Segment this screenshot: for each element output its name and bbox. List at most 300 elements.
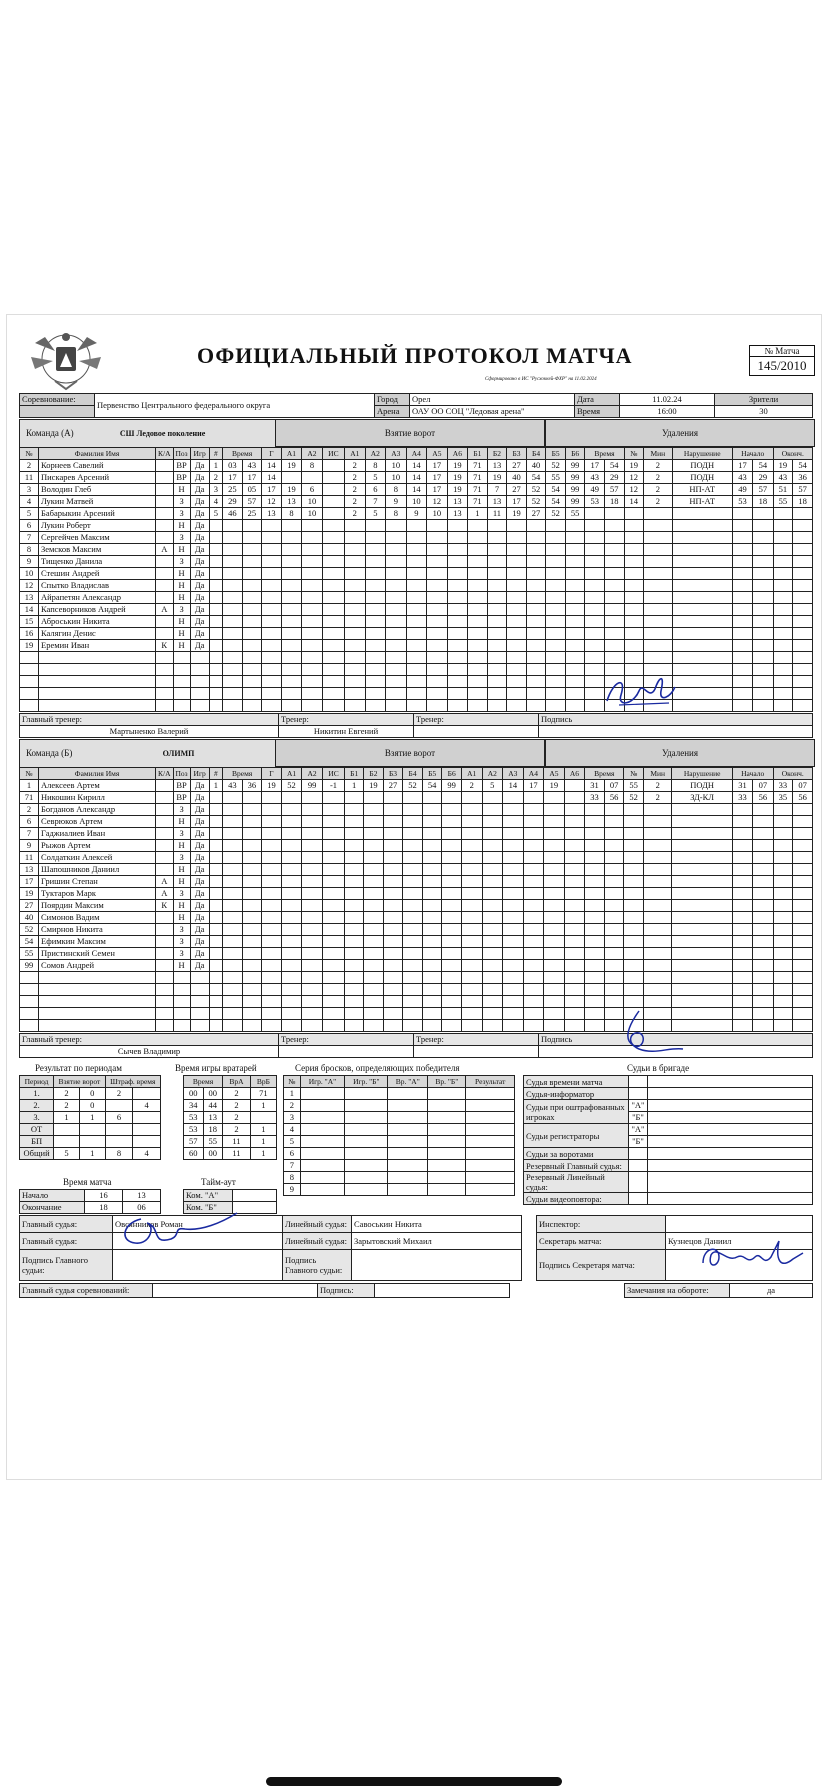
- team_b-penalty-cell: [585, 972, 605, 984]
- team_a-goal-cell: [487, 580, 507, 592]
- team_a-penalty-cell: [793, 604, 813, 616]
- team_a-goal-cell: [468, 640, 488, 652]
- team-b-coach-label: Тренер:: [279, 1034, 414, 1046]
- team_b-penalty-cell: [604, 960, 624, 972]
- team_b-goal-cell: [223, 828, 243, 840]
- official-value: [648, 1088, 813, 1100]
- team_a-goal-cell: 2: [209, 472, 222, 484]
- team_b-goal-cell: [422, 804, 442, 816]
- team_a-goal-cell: [427, 580, 448, 592]
- team_b-penalty-cell: 56: [604, 792, 624, 804]
- team_a-row: [20, 460, 813, 472]
- team_a-player-cell: 10: [20, 568, 39, 580]
- team_b-penalty-cell: [672, 840, 732, 852]
- team_a-goal-cell: [447, 556, 468, 568]
- team_a-goal-cell: [468, 580, 488, 592]
- team_a-goal-cell: [223, 580, 243, 592]
- team_b-player-cell: Да: [190, 936, 209, 948]
- team_b-goal-cell: [345, 888, 364, 900]
- team_a-goal-cell: [468, 604, 488, 616]
- team_a-player-cell: Да: [190, 544, 209, 556]
- team_b-goal-cell: [281, 792, 302, 804]
- team_b-penalty-cell: [604, 948, 624, 960]
- team_a-penalty-cell: [793, 592, 813, 604]
- team-b-coach2-label: Тренер:: [414, 1034, 539, 1046]
- team_b-player-cell: [156, 852, 174, 864]
- team_a-penalty-cell: [773, 508, 793, 520]
- team_a-player-cell: [156, 532, 174, 544]
- team_b-penalty-cell: [732, 972, 752, 984]
- team_a-penalty-cell: [672, 544, 732, 556]
- team_b-player-cell: 13: [20, 864, 39, 876]
- team_b-penalty-cell: ПОДН: [672, 780, 732, 792]
- shootout-row: [284, 1124, 515, 1136]
- line-ref-label-1: Линейный судья:: [283, 1216, 352, 1233]
- team_a-player-cell: Да: [190, 568, 209, 580]
- team_a-goal-cell: 5: [365, 472, 386, 484]
- team_a-goal-cell: 99: [565, 496, 585, 508]
- team_b-player-cell: [173, 984, 190, 996]
- shootout-num: 8: [284, 1172, 301, 1184]
- team_b-penalty-cell: [732, 852, 752, 864]
- team_a-penalty-cell: [672, 508, 732, 520]
- sig-main-ref2-label: Подпись Главного судьи:: [283, 1250, 352, 1281]
- team_a-penalty-cell: 29: [604, 472, 624, 484]
- team_a-goal-cell: [386, 652, 407, 664]
- team_a-penalty-cell: [732, 700, 752, 712]
- period-row: [20, 1148, 161, 1160]
- team_a-penalty-cell: [753, 604, 773, 616]
- team_a-player-cell: Н: [173, 484, 190, 496]
- team_a-goal-cell: [406, 592, 427, 604]
- shootout-cell: [428, 1172, 466, 1184]
- goalie-cell: 1: [250, 1100, 276, 1112]
- team_b-goal-cell: [442, 840, 462, 852]
- goalie-row: [184, 1088, 277, 1100]
- team_b-player-cell: [156, 804, 174, 816]
- goals-col: Взятие ворот: [54, 1076, 105, 1088]
- team_a-pen-col-0: Время: [585, 448, 624, 460]
- team_b-player-cell: [173, 1020, 190, 1032]
- team_a-penalty-cell: [672, 592, 732, 604]
- team_b-row: [20, 960, 813, 972]
- team_b-row: [20, 852, 813, 864]
- team_a-goal-cell: [209, 640, 222, 652]
- team_b-goal-cell: [281, 828, 302, 840]
- team_a-goal-cell: [487, 700, 507, 712]
- team_a-goal-cell: 14: [406, 460, 427, 472]
- shootout-row: [284, 1160, 515, 1172]
- official-row: [524, 1172, 813, 1193]
- period-cell: [105, 1100, 133, 1112]
- period-cell: [79, 1124, 105, 1136]
- team_b-goal-cell: [209, 948, 222, 960]
- team_a-goal-cell: [281, 532, 302, 544]
- team_b-goal-cell: [209, 864, 222, 876]
- team_b-penalty-cell: [585, 828, 605, 840]
- team_a-penalty-cell: [672, 652, 732, 664]
- team_a-goal-cell: [281, 604, 302, 616]
- team_b-penalty-cell: [732, 936, 752, 948]
- team_b-goal-cell: [422, 792, 442, 804]
- team_b-player-cell: Да: [190, 792, 209, 804]
- match-time-title: Время матча: [63, 1177, 112, 1187]
- team_a-goal-cell: [302, 688, 323, 700]
- team_a-goal-cell: [242, 580, 262, 592]
- team_a-goal-cell: [526, 676, 546, 688]
- team_b-goal-cell: [223, 972, 243, 984]
- team_b-goal-cell: [322, 948, 344, 960]
- team_b-onice-col-7: А2: [482, 768, 503, 780]
- team_b-player-cell: Да: [190, 948, 209, 960]
- team_b-penalty-cell: [753, 852, 773, 864]
- team_b-goal-cell: [442, 912, 462, 924]
- team_b-goal-cell: [564, 828, 585, 840]
- period-cell: [54, 1124, 80, 1136]
- team_a-goal-cell: [322, 616, 344, 628]
- team_b-goal-cell: [544, 924, 565, 936]
- goalie-cell: 18: [203, 1124, 223, 1136]
- team_b-goal-cell: 2: [461, 780, 482, 792]
- team_b-penalty-cell: [643, 804, 672, 816]
- team_b-goal-cell: [345, 816, 364, 828]
- team_a-goal-cell: [487, 652, 507, 664]
- team_a-goal-cell: [242, 556, 262, 568]
- team_b-goal-cell: [403, 792, 423, 804]
- team_b-goal-cell: [564, 1008, 585, 1020]
- team_a-goal-cell: [526, 640, 546, 652]
- team_b-goal-cell: [442, 996, 462, 1008]
- team_a-goal-cell: 10: [406, 496, 427, 508]
- team_b-goal-cell: [482, 936, 503, 948]
- team_a-goal-cell: [345, 688, 366, 700]
- team_b-goal-cell: [209, 828, 222, 840]
- team_a-penalty-cell: [793, 568, 813, 580]
- team_a-goal-cell: [262, 568, 282, 580]
- team_b-goal-cell: [442, 972, 462, 984]
- team_b-goal-cell: [383, 792, 403, 804]
- team_a-goal-cell: [365, 568, 386, 580]
- team_b-goal-cell: [223, 852, 243, 864]
- officials-title: Судьи в бригаде: [627, 1063, 690, 1073]
- team_a-goal-cell: [507, 628, 527, 640]
- team_b-goal-cell: [461, 876, 482, 888]
- team_b-goal-cell: [503, 840, 524, 852]
- team_a-goal-cell: [447, 592, 468, 604]
- team_a-goal-cell: [565, 616, 585, 628]
- team_b-penalty-cell: [773, 1008, 793, 1020]
- team_a-goal-cell: [546, 604, 566, 616]
- team_a-penalty-cell: [732, 616, 752, 628]
- team_a-penalty-cell: [624, 604, 644, 616]
- team_a-col-2: К/А: [156, 448, 174, 460]
- shootout-col-1: Игр. "А": [300, 1076, 345, 1088]
- fhr-emblem-icon: [25, 323, 107, 395]
- team_b-goal-cell: [281, 888, 302, 900]
- goalie-cell: 71: [250, 1088, 276, 1100]
- match-end-label: Окончание: [20, 1202, 85, 1214]
- team_b-goal-cell: [383, 912, 403, 924]
- team_a-penalty-cell: [732, 544, 752, 556]
- team_b-goal-cell: [482, 876, 503, 888]
- team_b-goal-cell: [242, 912, 262, 924]
- team_b-penalty-cell: [585, 924, 605, 936]
- team_a-goal-cell: [507, 580, 527, 592]
- team_b-goal-cell: [544, 996, 565, 1008]
- team_a-goal-cell: [242, 604, 262, 616]
- team_a-penalty-cell: [793, 508, 813, 520]
- team_a-goal-cell: [262, 688, 282, 700]
- team_b-goal-cell: [482, 984, 503, 996]
- team_a-player-cell: К: [156, 640, 174, 652]
- team_a-goal-cell: [345, 544, 366, 556]
- team_b-goal-cell: [482, 912, 503, 924]
- team_b-player-cell: [156, 840, 174, 852]
- team_a-goal-cell: [242, 700, 262, 712]
- match-number-label: № Матча: [750, 346, 814, 357]
- team_a-goal-cell: 13: [447, 508, 468, 520]
- team_b-goal-cell: [503, 876, 524, 888]
- team_b-goal-cell: [523, 816, 544, 828]
- team_a-player-cell: З: [173, 508, 190, 520]
- team_a-goal-cell: [209, 580, 222, 592]
- team_a-goal-cell: [302, 616, 323, 628]
- team_b-goal-cell: [503, 1008, 524, 1020]
- timeout-b-label: Ком. "Б": [184, 1202, 233, 1214]
- team_b-goal-cell: [544, 984, 565, 996]
- team_b-penalty-cell: [773, 972, 793, 984]
- team_b-penalty-cell: [672, 828, 732, 840]
- team_b-goal-cell: [364, 828, 384, 840]
- team-a-coach-signature-icon: [599, 661, 679, 721]
- team_a-goal-col-4: А2: [302, 448, 323, 460]
- team_a-goal-cell: [546, 628, 566, 640]
- team_b-goal-cell: [403, 948, 423, 960]
- team-b-coach-signature-icon: [599, 1003, 689, 1059]
- team_b-goal-cell: [503, 984, 524, 996]
- team_b-goal-cell: [482, 972, 503, 984]
- team_b-goal-cell: [322, 816, 344, 828]
- team_b-player-cell: [20, 984, 39, 996]
- team_a-goal-cell: [507, 604, 527, 616]
- team_a-goal-cell: [223, 676, 243, 688]
- team_b-penalty-cell: [793, 852, 813, 864]
- official-value: [648, 1172, 813, 1193]
- team_a-goal-cell: 13: [487, 496, 507, 508]
- period-row: [20, 1088, 161, 1100]
- team_a-penalty-cell: [644, 628, 673, 640]
- team_b-goal-cell: [262, 888, 282, 900]
- team_b-goal-cell: [345, 1008, 364, 1020]
- team_b-player-cell: 19: [20, 888, 39, 900]
- secretary-name: Кузнецов Даниил: [666, 1233, 813, 1250]
- team_b-goal-cell: [242, 804, 262, 816]
- period-cell: 6: [105, 1112, 133, 1124]
- period-cell: 1.: [20, 1088, 54, 1100]
- team_b-goal-cell: [383, 924, 403, 936]
- team_a-player-cell: Н: [173, 520, 190, 532]
- team_a-row: [20, 580, 813, 592]
- team_a-goal-cell: [427, 616, 448, 628]
- team_a-goal-cell: [281, 556, 302, 568]
- team_b-goal-cell: 19: [544, 780, 565, 792]
- team_a-player-cell: [156, 508, 174, 520]
- team_a-goal-cell: [209, 604, 222, 616]
- team_a-goal-cell: [322, 532, 344, 544]
- team_b-penalty-cell: [604, 888, 624, 900]
- team_a-goal-cell: 25: [223, 484, 243, 496]
- team_b-goal-cell: [209, 996, 222, 1008]
- team_b-goal-cell: 36: [242, 780, 262, 792]
- team_b-penalty-cell: [773, 1020, 793, 1032]
- team_a-goal-cell: 13: [487, 460, 507, 472]
- team_a-player-cell: [156, 676, 174, 688]
- team_a-player-cell: Тищенко Данила: [39, 556, 156, 568]
- team_b-goal-cell: [544, 840, 565, 852]
- team_b-penalty-cell: [585, 936, 605, 948]
- official-mark: "Б": [629, 1136, 648, 1148]
- team_a-penalty-cell: 2: [644, 460, 673, 472]
- team_a-goal-cell: [427, 604, 448, 616]
- team_a-row: [20, 520, 813, 532]
- team_a-player-cell: Н: [173, 568, 190, 580]
- team_b-penalty-cell: [793, 804, 813, 816]
- team_a-penalty-cell: НП-АТ: [672, 496, 732, 508]
- team_a-goal-cell: [345, 532, 366, 544]
- team_b-penalty-cell: [624, 804, 644, 816]
- team_b-goal-cell: [302, 912, 323, 924]
- team_b-penalty-cell: 56: [753, 792, 773, 804]
- team_a-player-cell: А: [156, 544, 174, 556]
- team_b-goal-cell: [364, 1020, 384, 1032]
- team_b-goal-cell: [564, 804, 585, 816]
- team_b-goal-cell: [461, 888, 482, 900]
- team_a-goal-cell: 40: [507, 472, 527, 484]
- team_a-player-cell: Лукин Матвей: [39, 496, 156, 508]
- team_a-goal-cell: [322, 640, 344, 652]
- team_a-goal-cell: [242, 628, 262, 640]
- team_a-goal-cell: [427, 664, 448, 676]
- team_a-penalty-cell: [773, 532, 793, 544]
- team_b-goal-cell: [422, 852, 442, 864]
- team_a-goal-cell: 71: [468, 484, 488, 496]
- team_a-goal-cell: [447, 700, 468, 712]
- team_a-goal-cell: [565, 592, 585, 604]
- team_b-goal-cell: [503, 1020, 524, 1032]
- team_b-penalty-cell: [732, 912, 752, 924]
- team_a-goal-cell: [386, 664, 407, 676]
- team_b-penalty-cell: [624, 840, 644, 852]
- team_b-goal-cell: [383, 888, 403, 900]
- team_b-goal-cell: [242, 1008, 262, 1020]
- team_b-player-cell: [156, 948, 174, 960]
- team_a-goal-cell: [468, 700, 488, 712]
- team_b-penalty-cell: [585, 900, 605, 912]
- team_b-player-cell: ВР: [173, 792, 190, 804]
- official-mark: "Б": [629, 1112, 648, 1124]
- team_a-penalty-cell: [773, 676, 793, 688]
- team_b-player-cell: 11: [20, 852, 39, 864]
- team_b-goal-cell: [383, 828, 403, 840]
- team_b-goal-cell: [302, 900, 323, 912]
- team_b-player-cell: [39, 984, 156, 996]
- team_b-penalty-cell: [753, 936, 773, 948]
- shootout-cell: [300, 1160, 345, 1172]
- team_b-player-cell: Шапошников Даниил: [39, 864, 156, 876]
- team_a-goal-cell: 27: [526, 508, 546, 520]
- goalies-header: [184, 1076, 277, 1088]
- shootout-cell: [300, 1136, 345, 1148]
- team_a-penalty-cell: [585, 544, 605, 556]
- team_a-player-cell: [156, 484, 174, 496]
- team_a-player-cell: Н: [173, 592, 190, 604]
- team_a-goal-cell: [546, 676, 566, 688]
- team_a-goal-cell: [262, 616, 282, 628]
- period-cell: 4: [133, 1100, 161, 1112]
- team_b-penalty-cell: [604, 852, 624, 864]
- team_a-goal-cell: [565, 652, 585, 664]
- official-row: [524, 1076, 813, 1088]
- team_a-goal-cell: [526, 532, 546, 544]
- team_a-player-cell: Лукин Роберт: [39, 520, 156, 532]
- team_a-penalty-cell: 51: [773, 484, 793, 496]
- team_b-goal-cell: [503, 960, 524, 972]
- team_b-goal-cell: 19: [262, 780, 282, 792]
- team_a-goal-cell: 52: [526, 496, 546, 508]
- team_a-penalty-cell: [793, 640, 813, 652]
- team_a-goal-cell: [487, 640, 507, 652]
- team_b-goal-cell: [242, 960, 262, 972]
- team_b-player-cell: З: [173, 888, 190, 900]
- team_b-penalty-cell: [585, 852, 605, 864]
- team_b-player-cell: Да: [190, 876, 209, 888]
- team_a-goal-cell: 19: [447, 472, 468, 484]
- team_b-penalty-cell: [732, 960, 752, 972]
- team_a-goal-cell: [468, 556, 488, 568]
- team_a-penalty-cell: [624, 568, 644, 580]
- team_b-pen-col-0: Время: [585, 768, 624, 780]
- team_b-player-cell: Н: [173, 912, 190, 924]
- period-cell: [54, 1136, 80, 1148]
- team_a-goal-cell: [209, 520, 222, 532]
- team_b-penalty-cell: [604, 936, 624, 948]
- team_b-goal-cell: [383, 900, 403, 912]
- main-ref-signature-icon: [111, 1199, 241, 1255]
- official-mark: [629, 1076, 648, 1088]
- team_b-penalty-cell: [624, 924, 644, 936]
- team_b-penalty-cell: [672, 948, 732, 960]
- team_a-goal-cell: [281, 652, 302, 664]
- team_a-goal-cell: [487, 664, 507, 676]
- team_a-penalty-cell: 12: [624, 484, 644, 496]
- shootout-cell: [300, 1184, 345, 1196]
- team_b-player-cell: Да: [190, 840, 209, 852]
- line-ref-name-1: Савоськин Никита: [352, 1216, 522, 1233]
- team_b-goal-cell: [302, 840, 323, 852]
- team_a-goal-cell: 13: [262, 508, 282, 520]
- team_b-goal-cell: [403, 840, 423, 852]
- team_b-penalty-cell: [793, 948, 813, 960]
- team_a-goal-cell: [447, 664, 468, 676]
- home-indicator[interactable]: [266, 1777, 562, 1786]
- team_a-penalty-cell: [604, 592, 624, 604]
- team_b-goal-cell: [364, 972, 384, 984]
- team_b-goal-cell: [544, 900, 565, 912]
- shootout-cell: [388, 1088, 428, 1100]
- team_a-penalty-cell: [753, 676, 773, 688]
- team_b-goal-cell: [383, 852, 403, 864]
- official-label: Судьи видеоповтора:: [524, 1193, 629, 1205]
